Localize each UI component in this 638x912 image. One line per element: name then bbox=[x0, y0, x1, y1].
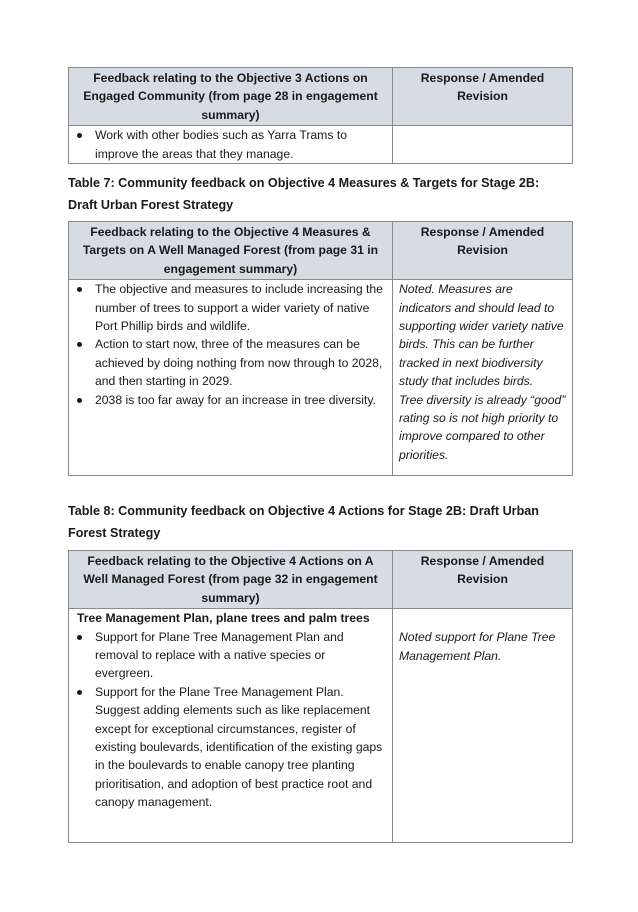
response-column-header: Response / Amended Revision bbox=[393, 551, 573, 609]
response-text: Noted. Measures are indicators and should lead to supporting wider variety native birds. This can be further tracked in next biodiversity study that includes birds. bbox=[399, 282, 564, 389]
feedback-column-header: Feedback relating to the Objective 4 Measures & Targets on A Well Managed Forest (from page 31 in engagement summary) bbox=[69, 222, 393, 280]
table-7-caption: Table 7: Community feedback on Objective 4 Measures & Targets for Stage 2B: Draft Urban Forest Strategy bbox=[68, 176, 540, 212]
feedback-bullet: Action to start now, three of the measures can be achieved by doing nothing from now through to 2028, and then starting in 2029. bbox=[69, 335, 384, 390]
response-cell bbox=[393, 126, 573, 164]
feedback-bullet: Support for Plane Tree Management Plan and removal to replace with a native species or evergreen. bbox=[69, 628, 384, 683]
response-text: Tree diversity is already “good” rating so is not high priority to improve compared to other priorities. bbox=[399, 392, 566, 462]
table-row bbox=[69, 126, 573, 164]
objective-3-actions-table bbox=[68, 67, 573, 164]
feedback-column-header: Feedback relating to the Objective 3 Actions on Engaged Community (from page 28 in engagement summary) bbox=[69, 68, 393, 126]
feedback-bullet: The objective and measures to include increasing the number of trees to support a wider variety of native Port Phillip birds and wildlife. bbox=[69, 280, 384, 335]
table-7 bbox=[68, 221, 573, 476]
table-row bbox=[69, 280, 573, 476]
subheading: Tree Management Plan, plane trees and palm trees bbox=[77, 611, 370, 626]
response-cell: Noted support for Plane Tree Management Plan. bbox=[393, 609, 573, 843]
feedback-column-header: Feedback relating to the Objective 4 Actions on A Well Managed Forest (from page 32 in engagement summary) bbox=[69, 551, 393, 609]
feedback-cell bbox=[69, 609, 393, 843]
feedback-cell bbox=[69, 280, 393, 476]
feedback-bullet: Support for the Plane Tree Management Plan. Suggest adding elements such as like replacement except for exceptional circumstances, register of existing boulevards, identification of the existing gaps in the boulevards to enable canopy tree planting prioritisation, and adoption of best practice root and canopy management. bbox=[69, 683, 384, 812]
response-cell bbox=[393, 280, 573, 476]
table-8-caption: Table 8: Community feedback on Objective 4 Actions for Stage 2B: Draft Urban Forest Strategy bbox=[68, 504, 539, 540]
feedback-bullet: 2038 is too far away for an increase in tree diversity. bbox=[69, 391, 384, 409]
table-row bbox=[69, 609, 573, 843]
feedback-cell bbox=[69, 126, 393, 164]
response-column-header: Response / Amended Revision bbox=[393, 222, 573, 280]
feedback-bullet: Work with other bodies such as Yarra Trams to improve the areas that they manage. bbox=[69, 126, 384, 163]
response-column-header: Response / Amended Revision bbox=[393, 68, 573, 126]
table-8 bbox=[68, 550, 573, 843]
